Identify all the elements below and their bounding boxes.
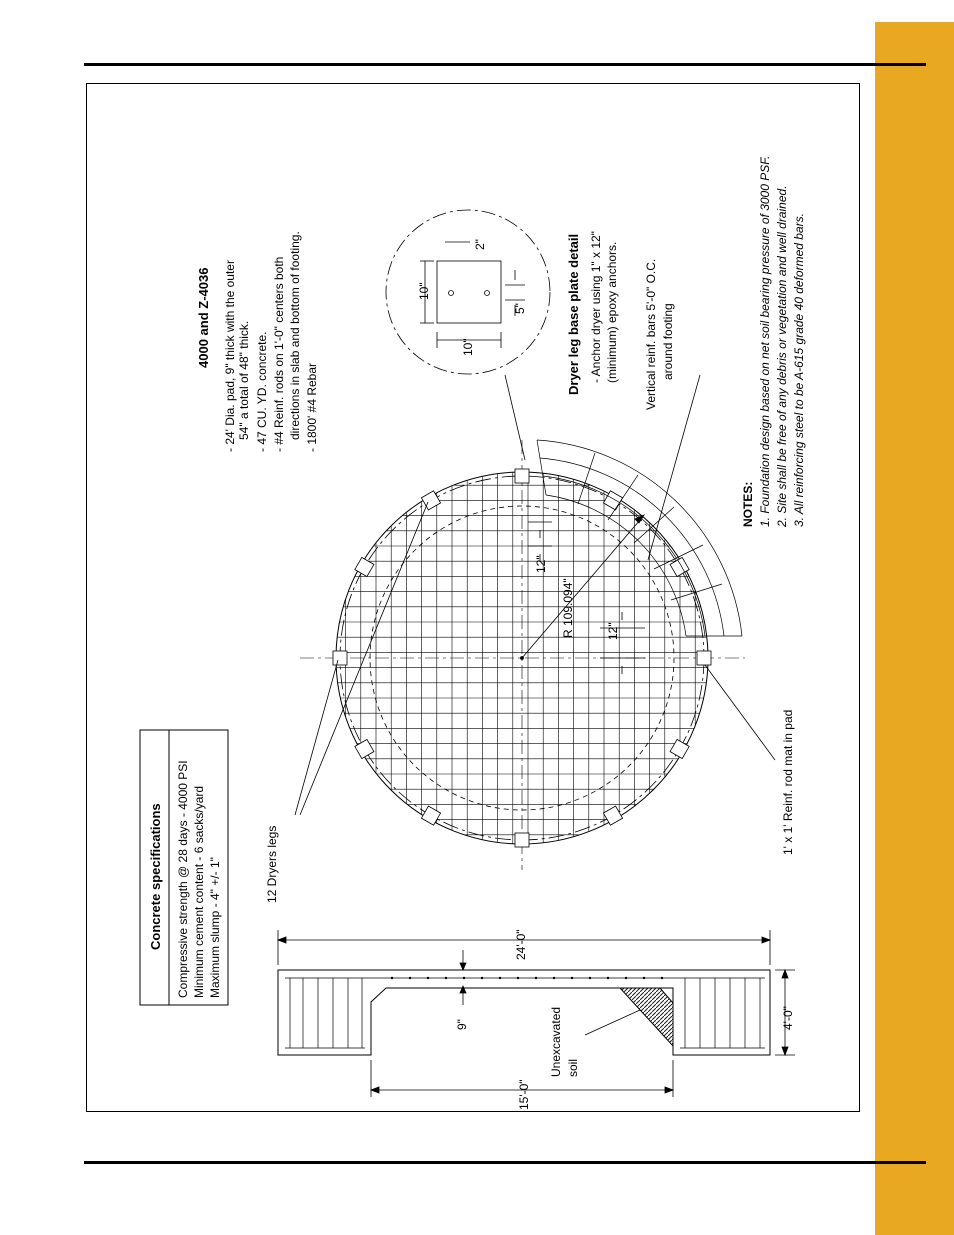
dryer-leg-plate xyxy=(603,806,622,825)
detail-dim-anchor-offset: 2" xyxy=(473,239,487,250)
model-line-4: - #4 Reinf. rods on 1'-0" centers both xyxy=(272,256,286,452)
model-line-3: - 47 CU. YD. concrete. xyxy=(255,331,269,452)
model-line-2: 54" a total of 48" thick. xyxy=(237,320,251,440)
concrete-specs-line-2: Minimum cement content - 6 sacks/yard xyxy=(192,785,206,998)
dim-9-label: 9" xyxy=(455,1019,469,1030)
model-line-1: - 24' Dia. pad, 9" thick with the outer xyxy=(223,260,237,452)
concrete-specs-line-3: Maximum slump - 4" +/- 1" xyxy=(208,857,222,998)
dryer-leg-plate xyxy=(421,806,440,825)
unexcavated-leader xyxy=(585,1010,640,1035)
dryer-leg-plate xyxy=(333,651,347,665)
dim-15-label: 15'-0" xyxy=(517,1079,531,1110)
dim-12-a: 12" xyxy=(534,555,548,573)
dryer-leg-plate xyxy=(421,491,440,510)
dryer-legs-label: 12 Dryers legs xyxy=(265,825,279,903)
note-2: 2. Site shall be free of any debris or vegetation and well drained. xyxy=(775,185,789,527)
dim-4-label: 4'-0" xyxy=(781,1006,795,1030)
dryer-leg-plate xyxy=(515,469,529,483)
note-1: 1. Foundation design based on net soil bearing pressure of 3000 PSF. xyxy=(758,155,772,527)
detail-dim-plate-h: 10" xyxy=(461,338,475,356)
detail-line-2: (minimum) epoxy anchors. xyxy=(605,241,619,383)
model-line-6: - 1800' #4 Rebar xyxy=(305,362,319,452)
model-line-5: directions in slab and bottom of footing. xyxy=(288,231,302,440)
vertical-bars-label-1: Vertical reinf. bars 5'-0" O.C. xyxy=(644,258,658,410)
concrete-specs-title: Concrete specifications xyxy=(148,803,163,950)
dim-12-b: 12" xyxy=(606,622,620,640)
detail-line-1: - Anchor dryer using 1" x 12" xyxy=(589,231,603,383)
dryer-leg-plate xyxy=(515,833,529,847)
pad-outline xyxy=(300,440,745,870)
section-dimensions xyxy=(278,930,795,1097)
radius-label: R 109.094" xyxy=(561,578,575,638)
model-title: 4000 and Z-4036 xyxy=(196,267,211,368)
detail-dim-plate-w: 10" xyxy=(417,282,431,300)
pad-cross-section xyxy=(278,970,770,1055)
note-3: 3. All reinforcing steel to be A-615 grade 40 deformed bars. xyxy=(792,213,806,527)
dryer-leg-plate xyxy=(697,651,711,665)
radius-dimension xyxy=(521,515,646,674)
detail-title: Dryer leg base plate detail xyxy=(566,233,581,395)
notes-title: NOTES: xyxy=(741,481,755,527)
unexcavated-label-2: soil xyxy=(566,1058,580,1077)
dryer-leg-plate xyxy=(355,739,374,758)
detail-dim-anchor-spacing: 5" xyxy=(513,303,527,314)
dim-24-label: 24'-0" xyxy=(514,929,528,960)
rod-mat-label: 1' x 1' Reinf. rod mat in pad xyxy=(781,709,795,855)
unexcavated-label-1: Unexcavated xyxy=(549,1006,563,1077)
concrete-specs-line-1: Compressive strength @ 28 days - 4000 PSI xyxy=(176,760,190,998)
dryer-leg-plate xyxy=(603,491,622,510)
vertical-bars-label-2: around footing xyxy=(661,303,675,380)
dryer-leg-plate xyxy=(355,557,374,576)
dryer-leg-plate xyxy=(670,739,689,758)
dryer-leg-plate xyxy=(670,557,689,576)
